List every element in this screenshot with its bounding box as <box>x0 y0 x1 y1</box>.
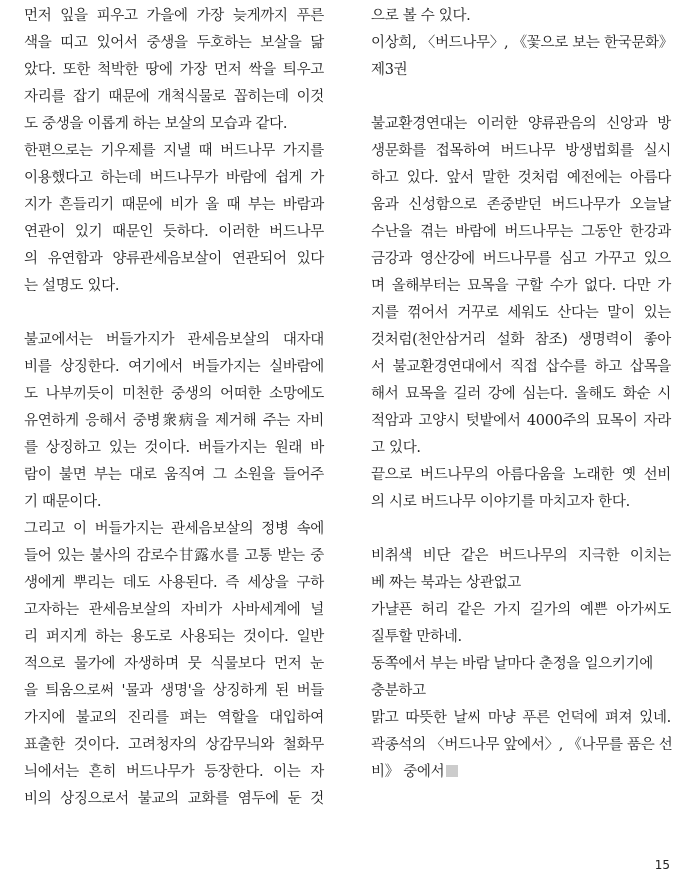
text-line: 유연하게 응해서 중병衆病을 제거해 주는 자비 <box>24 413 324 429</box>
text-line: 을 틔움으로써 '물과 생명'을 상징하게 된 버들 <box>24 683 324 699</box>
text-line: 제3권 <box>371 62 408 78</box>
text-line: 의 유연함과 양류관세음보살이 연관되어 있다 <box>24 251 324 267</box>
text-line: 해서 묘목을 길러 강에 심는다. 올해도 화순 시 <box>371 386 671 402</box>
text-line: 수난을 겪는 바람에 버드나무는 그동안 한강과 <box>371 224 671 240</box>
text-line: 하고 있다. 앞서 말한 것처럼 예전에는 아름다 <box>371 170 671 186</box>
text-line: 를 상징하고 있는 것이다. 버들가지는 원래 바 <box>24 440 324 456</box>
text-line: 지가 흔들리기 때문에 비가 올 때 부는 바람과 <box>24 197 324 213</box>
text-line: 한편으로는 기우제를 지낼 때 버드나무 가지를 <box>24 143 324 159</box>
text-line: 베 짜는 북과는 상관없고 <box>371 575 521 591</box>
text-line: 가냘픈 허리 같은 가지 길가의 예쁜 아가씨도 <box>371 602 671 618</box>
text-line: 맑고 따뜻한 날씨 마냥 푸른 언덕에 펴져 있네. <box>371 710 671 726</box>
text-line: 끝으로 버드나무의 아름다움을 노래한 옛 선비 <box>371 467 671 483</box>
text-line: 리 퍼지게 하는 용도로 사용되는 것이다. 일반 <box>24 629 324 645</box>
end-mark-icon <box>446 765 458 777</box>
text-line: 연관이 있기 때문인 듯하다. 이러한 버드나무 <box>24 224 324 240</box>
page-number: 15 <box>654 858 670 872</box>
text-line: 들어 있는 불사의 감로수甘露水를 고통 받는 중 <box>24 548 324 564</box>
text-line: 비》 중에서 <box>371 759 671 786</box>
text-line: 지를 꺾어서 거꾸로 세워도 산다는 말이 있는 <box>371 305 671 321</box>
text-line: 이용했다고 하는데 버드나무가 바람에 쉽게 가 <box>24 170 324 186</box>
text-line: 도 중생을 이롭게 하는 보살의 모습과 같다. <box>24 116 288 132</box>
text-line: 기 때문이다. <box>24 494 102 510</box>
text-line: 았다. 또한 척박한 땅에 가장 먼저 싹을 틔우고 <box>24 62 324 78</box>
text-line: 먼저 잎을 피우고 가을에 가장 늦게까지 푸른 <box>24 8 324 24</box>
text-line: 적암과 고양시 텃밭에서 4000주의 묘목이 자라 <box>371 413 671 429</box>
text-line: 표출한 것이다. 고려청자의 상감무늬와 철화무 <box>24 737 324 753</box>
text-line: 자리를 잡기 때문에 개척식물로 꼽히는데 이것 <box>24 89 324 105</box>
text-line: 충분하고 <box>371 683 426 699</box>
text-line: 는 설명도 있다. <box>24 278 120 294</box>
text-line: 도 나부끼듯이 미천한 중생의 어떠한 소망에도 <box>24 386 324 402</box>
text-line: 람이 불면 부는 대로 움직여 그 소원을 들어주 <box>24 467 324 483</box>
text-line: 불교환경연대는 이러한 양류관음의 신앙과 방 <box>371 116 671 132</box>
text-line: 것처럼(천안삼거리 설화 참조) 생명력이 좋아 <box>371 332 671 348</box>
text-line: 의 시로 버드나무 이야기를 마치고자 한다. <box>371 494 630 510</box>
text-line: 서 불교환경연대에서 직접 삽수를 하고 삽목을 <box>371 359 671 375</box>
text-line: 가지에 불교의 진리를 펴는 역할을 대입하여 <box>24 710 324 726</box>
text-line: 그리고 이 버들가지는 관세음보살의 정병 속에 <box>24 521 324 537</box>
text-line: 생문화를 접목하여 버드나무 방생법회를 실시 <box>371 143 671 159</box>
text-line: 움과 신성함으로 존중받던 버드나무가 오늘날 <box>371 197 671 213</box>
text-line: 불교에서는 버들가지가 관세음보살의 대자대 <box>24 332 324 348</box>
text-line: 비를 상징한다. 여기에서 버들가지는 실바람에 <box>24 359 324 375</box>
text-line: 으로 볼 수 있다. <box>371 8 471 24</box>
text-line: 적으로 물가에 자생하며 뭇 식물보다 먼저 눈 <box>24 656 324 672</box>
text-line: 고자하는 관세음보살의 자비가 사바세계에 널 <box>24 602 324 618</box>
text-line: 색을 띠고 있어서 중생을 두호하는 보살을 닮 <box>24 35 324 51</box>
text-line: 며 올해부터는 묘목을 구할 수가 없다. 다만 가 <box>371 278 671 294</box>
text-line: 질투할 만하네. <box>371 629 462 645</box>
text-line: 곽종석의 〈버드나무 앞에서〉, 《나무를 품은 선 <box>371 737 673 753</box>
text-line: 늬에서는 흔히 버드나무가 등장한다. 이는 자 <box>24 764 324 780</box>
text-line: 이상희, 〈버드나무〉, 《꽃으로 보는 한국문화》 <box>371 35 673 51</box>
text-line: 비취색 비단 같은 버드나무의 지극한 이치는 <box>371 548 671 564</box>
text-line: 금강과 영산강에 버드나무를 심고 가꾸고 있으 <box>371 251 671 267</box>
text-line: 동쪽에서 부는 바람 날마다 춘정을 일으키기에 <box>371 656 653 672</box>
text-line: 고 있다. <box>371 440 421 456</box>
text-line: 생에게 뿌리는 데도 사용된다. 즉 세상을 구하 <box>24 575 324 591</box>
text-line: 비의 상징으로서 불교의 교화를 염두에 둔 것 <box>24 791 324 807</box>
